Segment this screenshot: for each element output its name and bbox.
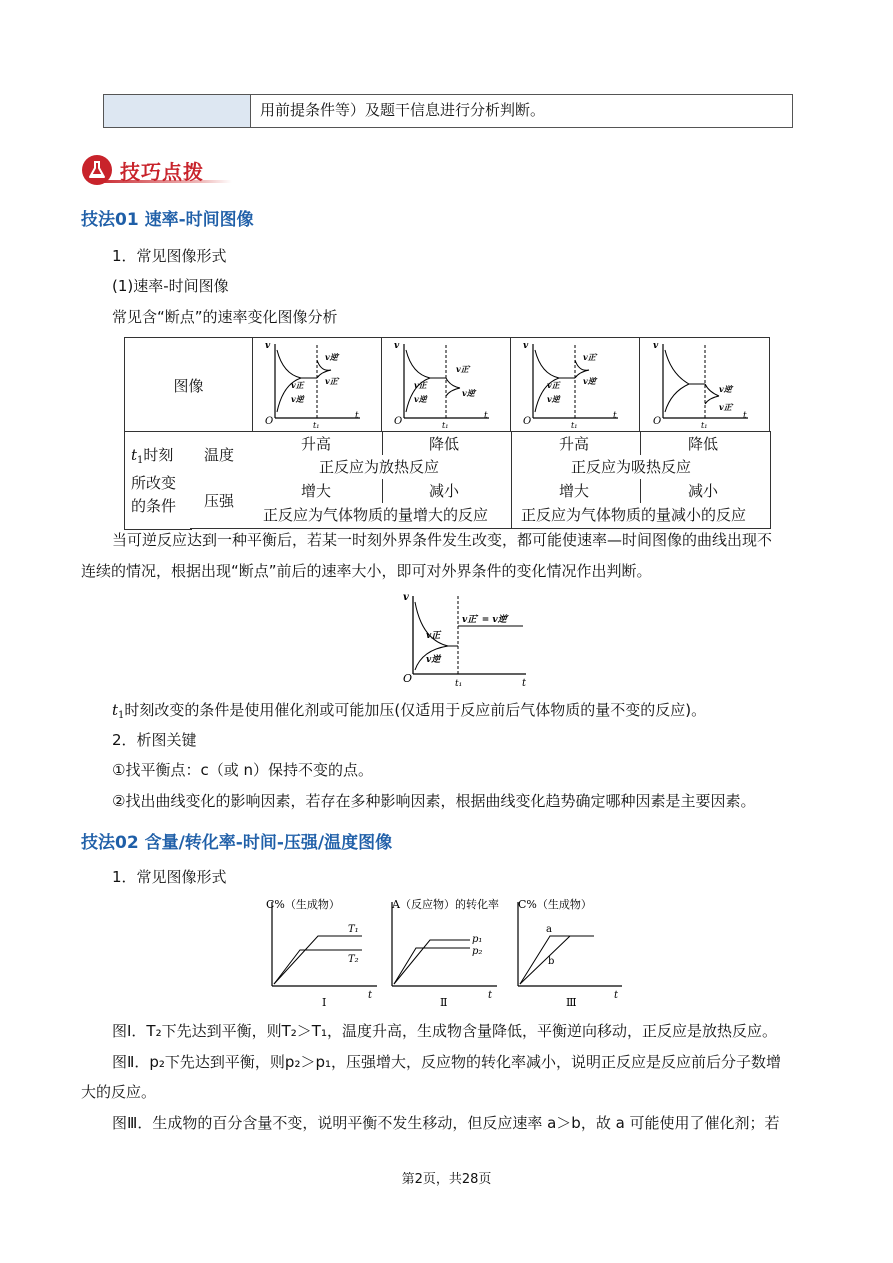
svg-text:t: t [484, 411, 488, 421]
svg-text:a: a [546, 924, 552, 935]
svg-text:O: O [394, 416, 403, 427]
press-label-cell [190, 479, 254, 529]
svg-text:t₁: t₁ [455, 679, 463, 689]
cell-divider [382, 479, 383, 503]
svg-text:v正: v正 [547, 380, 560, 390]
temp-label-text: 温度 [204, 446, 235, 464]
temp-note: 正反应为吸热反应 [571, 458, 692, 476]
svg-text:O: O [652, 416, 661, 427]
catalyst-rate-graph [398, 588, 538, 690]
top-table-right-cell: 用前提条件等）及题干信息进行分析判断。 [260, 101, 546, 119]
svg-text:v正: v正 [414, 380, 427, 390]
sub-item-1: (1)速率-时间图像 [112, 277, 229, 295]
press-value: 增大 [301, 482, 332, 500]
svg-text:v: v [523, 341, 529, 351]
condition-cell [124, 431, 192, 530]
svg-text:t: t [368, 990, 373, 1001]
svg-text:t₁: t₁ [442, 421, 449, 428]
cell-divider [511, 479, 512, 503]
graph-2 [391, 897, 499, 1009]
svg-text:v逆′: v逆′ [583, 376, 598, 386]
rate-time-table [124, 337, 770, 433]
svg-text:v正′: v正′ [583, 352, 598, 362]
cell-divider [511, 503, 512, 528]
temp-value: 升高 [559, 435, 590, 453]
paragraph-2: $t_1$时刻改变的条件是使用催化剂或可能加压(仅适用于反应前后气体物质的量不变的反应)。 [112, 701, 707, 721]
paragraph-1-line-1: 当可逆反应达到一种平衡后，若某一时刻外界条件发生改变，都可能使速率—时间图像的曲线出现不 [112, 531, 773, 549]
paragraph-1-line-2: 连续的情况，根据出现“断点”前后的速率大小，即可对外界条件的变化情况作出判断。 [81, 562, 652, 580]
svg-text:v逆′: v逆′ [462, 388, 477, 398]
content-time-graphs [262, 892, 632, 1017]
condition-text: $t_1$时刻所改变的条件 [131, 446, 177, 515]
svg-text:v正′: v正′ [456, 364, 471, 374]
svg-text:b: b [548, 956, 555, 967]
rate-time-table-rows [124, 431, 771, 529]
svg-text:v逆: v逆 [291, 394, 304, 404]
key-point-1: ①找平衡点：c（或 n）保持不变的点。 [112, 761, 373, 779]
svg-text:v正: v正 [291, 380, 304, 390]
graph-cell-3 [511, 338, 640, 433]
row-label-image: 图像 [125, 338, 253, 433]
svg-text:C%（生成物）: C%（生成物） [266, 898, 340, 911]
section-title-2: 技法02 含量/转化率-时间-压强/温度图像 [81, 833, 393, 853]
svg-text:A（反应物）的转化率: A（反应物）的转化率 [392, 898, 499, 911]
svg-text:v: v [403, 592, 409, 603]
svg-text:v: v [265, 341, 271, 351]
temp-label-cell [190, 431, 254, 481]
press-value: 减小 [429, 482, 460, 500]
press-note: 正反应为气体物质的量减小的反应 [521, 506, 747, 524]
svg-text:v逆: v逆 [547, 394, 560, 404]
temp-value: 降低 [688, 435, 719, 453]
cell-divider [511, 432, 512, 456]
svg-text:Ⅰ: Ⅰ [322, 996, 327, 1009]
figure-1-explanation: 图Ⅰ．T₂下先达到平衡，则T₂＞T₁，温度升高，生成物含量降低，平衡逆向移动，正反应是放热反应。 [112, 1022, 777, 1040]
temp-value: 升高 [301, 435, 332, 453]
svg-text:v正′: v正′ [718, 402, 734, 412]
figure-2-explanation-line-1: 图Ⅱ．p₂下先达到平衡，则p₂＞p₁，压强增大，反应物的转化率减小，说明正反应是反应前后分子数增 [112, 1053, 781, 1071]
section-title-1: 技法01 速率-时间图像 [81, 210, 254, 230]
press-notes-row [253, 503, 771, 529]
svg-text:O: O [403, 672, 413, 685]
top-table-left-cell [104, 95, 251, 127]
cell-divider [640, 432, 641, 456]
svg-text:p₂: p₂ [472, 946, 483, 957]
svg-text:T₁: T₁ [348, 924, 359, 935]
temp-notes-row [253, 455, 771, 480]
svg-text:O: O [523, 416, 532, 427]
press-value: 增大 [559, 482, 590, 500]
table-caption: 常见含“断点”的速率变化图像分析 [112, 308, 338, 326]
svg-text:v逆: v逆 [426, 655, 441, 665]
press-value: 减小 [688, 482, 719, 500]
svg-text:t: t [614, 990, 619, 1001]
svg-text:v正: v正 [426, 631, 441, 641]
svg-text:t₁: t₁ [571, 421, 578, 428]
svg-text:t: t [613, 411, 617, 421]
temp-value: 降低 [429, 435, 460, 453]
item-1-label-2: 1．常见图像形式 [112, 868, 227, 886]
svg-text:C%（生成物）: C%（生成物） [518, 898, 592, 911]
item-2-label: 2．析图关键 [112, 731, 197, 749]
svg-text:Ⅱ: Ⅱ [440, 996, 448, 1009]
flask-icon [82, 155, 112, 185]
page-footer: 第2页，共28页 [401, 1172, 492, 1187]
press-values-row [253, 479, 771, 504]
svg-text:v: v [652, 341, 658, 351]
cell-divider [382, 432, 383, 456]
item-1-label: 1．常见图像形式 [112, 247, 227, 265]
svg-text:v逆: v逆 [414, 394, 427, 404]
svg-text:v逆′: v逆′ [325, 352, 340, 362]
svg-text:Ⅲ: Ⅲ [566, 996, 577, 1009]
svg-text:v逆′: v逆′ [718, 384, 734, 394]
temp-values-row [253, 431, 771, 457]
graph-cell-2 [382, 338, 511, 433]
temp-note: 正反应为放热反应 [319, 458, 440, 476]
graph-1 [266, 897, 377, 1009]
figure-3-explanation: 图Ⅲ．生成物的百分含量不变，说明平衡不发生移动，但反应速率 a＞b，故 a 可能使用了催化剂；若 [112, 1114, 780, 1132]
cell-divider [640, 479, 641, 503]
svg-text:T₂: T₂ [348, 954, 359, 965]
svg-text:t₁: t₁ [700, 421, 707, 428]
svg-text:t: t [742, 411, 747, 421]
cell-divider [511, 455, 512, 479]
graph-cell-4 [640, 338, 770, 433]
press-note: 正反应为气体物质的量增大的反应 [263, 506, 489, 524]
svg-text:v: v [394, 341, 400, 351]
key-point-2: ②找出曲线变化的影响因素，若存在多种影响因素，根据曲线变化趋势确定哪种因素是主要因素。 [112, 792, 756, 810]
graph-3 [518, 897, 622, 1009]
graph-cell-1 [253, 338, 382, 433]
banner-label: 技巧点拨 [120, 160, 204, 184]
svg-text:t₁: t₁ [313, 421, 320, 428]
svg-text:t: t [488, 990, 493, 1001]
figure-2-explanation-line-2: 大的反应。 [81, 1083, 157, 1101]
top-table [103, 94, 793, 128]
svg-text:p₁: p₁ [472, 934, 483, 945]
svg-text:t: t [522, 678, 527, 689]
svg-text:O: O [265, 416, 274, 427]
svg-text:v正′: v正′ [325, 376, 340, 386]
press-label-text: 压强 [204, 492, 235, 510]
svg-text:v正′ = v逆′: v正′ = v逆′ [462, 615, 510, 625]
section-banner [82, 153, 232, 189]
svg-text:t: t [355, 411, 359, 421]
